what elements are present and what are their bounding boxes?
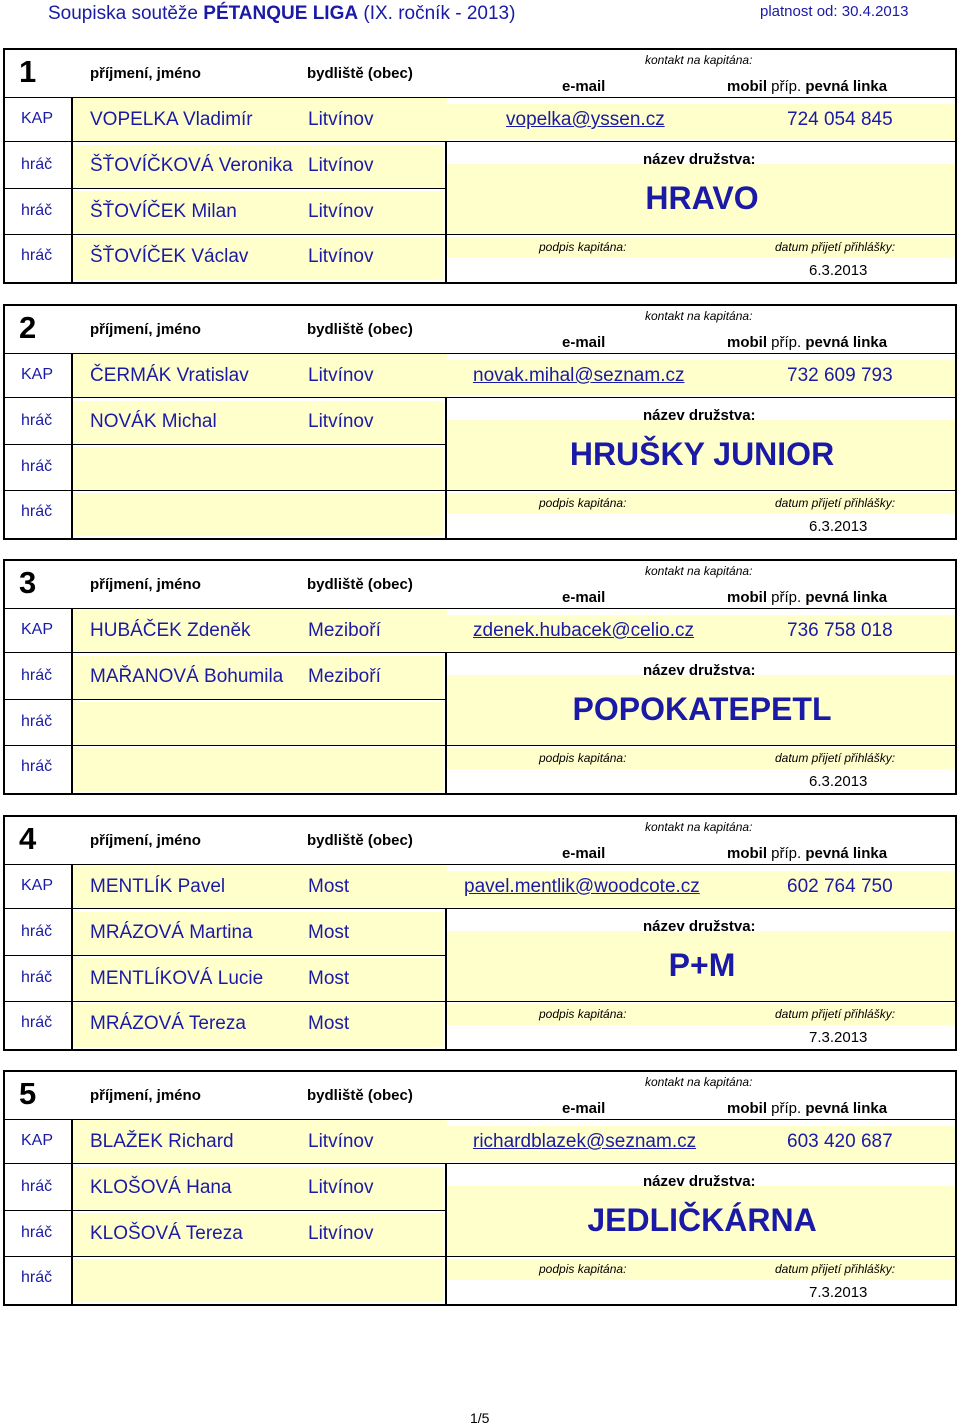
grid-line xyxy=(3,538,957,540)
player-role: hráč xyxy=(21,156,53,173)
player-town: Litvínov xyxy=(308,201,374,222)
team-block xyxy=(3,48,957,284)
player-town: Litvínov xyxy=(308,246,374,267)
mobile-label: mobil příp. pevná linka xyxy=(727,334,888,351)
player-name: KLOŠOVÁ Tereza xyxy=(90,1223,243,1244)
grid-line xyxy=(445,141,447,284)
name-column-label: příjmení, jméno xyxy=(90,321,201,338)
grid-line xyxy=(955,48,957,284)
name-column-label: příjmení, jméno xyxy=(90,832,201,849)
mobile-label: mobil příp. pevná linka xyxy=(727,1100,888,1117)
contact-label: kontakt na kapitána: xyxy=(645,564,753,578)
captain-town: Meziboří xyxy=(308,620,381,641)
team-name-label: název družstva: xyxy=(643,918,756,935)
team-block xyxy=(3,815,957,1051)
grid-line xyxy=(3,908,957,909)
received-label: datum přijetí přihlášky: xyxy=(775,240,896,254)
captain-name: MENTLÍK Pavel xyxy=(90,876,226,897)
email-label: e-mail xyxy=(562,78,606,95)
player-role: hráč xyxy=(21,1014,53,1031)
signature-label: podpis kapitána: xyxy=(539,751,627,765)
grid-line xyxy=(71,353,73,540)
player-town: Litvínov xyxy=(308,1177,374,1198)
team-name-label: název družstva: xyxy=(643,662,756,679)
player-town: Meziboří xyxy=(308,666,381,687)
player-role: hráč xyxy=(21,247,53,264)
team-number: 3 xyxy=(19,565,37,600)
received-date: 6.3.2013 xyxy=(809,262,868,279)
player-role: hráč xyxy=(21,758,53,775)
player-town: Most xyxy=(308,968,350,989)
grid-line xyxy=(3,559,957,561)
grid-line xyxy=(3,955,447,956)
name-column-label: příjmení, jméno xyxy=(90,1087,201,1104)
grid-line xyxy=(3,864,957,865)
grid-line xyxy=(3,353,957,354)
team-name: HRAVO xyxy=(645,180,759,216)
town-column-label: bydliště (obec) xyxy=(307,1087,413,1104)
player-role: hráč xyxy=(21,1269,53,1286)
player-name: MRÁZOVÁ Tereza xyxy=(90,1013,246,1034)
team-block xyxy=(3,559,957,795)
captain-role: KAP xyxy=(21,621,54,638)
grid-line xyxy=(3,1256,447,1257)
grid-line xyxy=(3,48,957,50)
contact-label: kontakt na kapitána: xyxy=(645,53,753,67)
email-label: e-mail xyxy=(562,589,606,606)
captain-phone: 724 054 845 xyxy=(787,109,893,130)
signature-label: podpis kapitána: xyxy=(539,1262,627,1276)
team-number: 4 xyxy=(19,821,37,856)
team-name: HRUŠKY JUNIOR xyxy=(569,436,835,472)
team-number: 2 xyxy=(19,310,37,345)
player-town: Litvínov xyxy=(308,1223,374,1244)
contact-label: kontakt na kapitána: xyxy=(645,820,753,834)
team-name-label: název družstva: xyxy=(643,151,756,168)
team-number: 5 xyxy=(19,1076,37,1111)
grid-line xyxy=(3,444,447,445)
contact-label: kontakt na kapitána: xyxy=(645,1075,753,1089)
grid-line xyxy=(955,815,957,1051)
captain-name: HUBÁČEK Zdeněk xyxy=(90,620,251,641)
grid-line xyxy=(955,304,957,540)
grid-line xyxy=(3,304,957,306)
grid-line xyxy=(445,652,447,795)
grid-line xyxy=(3,141,957,142)
captain-name: BLAŽEK Richard xyxy=(90,1131,234,1152)
grid-line xyxy=(445,397,447,540)
grid-line xyxy=(955,1070,957,1306)
town-column-label: bydliště (obec) xyxy=(307,832,413,849)
grid-line xyxy=(955,559,957,795)
fill-cell xyxy=(73,702,443,745)
mobile-label: mobil příp. pevná linka xyxy=(727,845,888,862)
grid-line xyxy=(3,282,957,284)
received-date: 6.3.2013 xyxy=(809,518,868,535)
page-title xyxy=(48,3,515,25)
mobile-label: mobil příp. pevná linka xyxy=(727,78,888,95)
grid-line xyxy=(3,234,447,235)
team-name-label: název družstva: xyxy=(643,407,756,424)
grid-line xyxy=(71,1119,73,1306)
captain-name: VOPELKA Vladimír xyxy=(90,109,253,130)
player-role: hráč xyxy=(21,503,53,520)
grid-line xyxy=(3,1070,957,1072)
received-label: datum přijetí přihlášky: xyxy=(775,751,896,765)
fill-cell xyxy=(73,1259,443,1302)
player-role: hráč xyxy=(21,1224,53,1241)
validity-date: platnost od: 30.4.2013 xyxy=(760,3,909,20)
captain-phone: 736 758 018 xyxy=(787,620,893,641)
contact-label: kontakt na kapitána: xyxy=(645,309,753,323)
player-role: hráč xyxy=(21,713,53,730)
captain-email[interactable]: novak.mihal@seznam.cz xyxy=(473,365,685,386)
player-name: ŠŤOVÍČEK Václav xyxy=(90,246,249,267)
grid-line xyxy=(3,1049,957,1051)
grid-line xyxy=(3,1070,5,1306)
received-date: 6.3.2013 xyxy=(809,773,868,790)
player-town: Litvínov xyxy=(308,411,374,432)
town-column-label: bydliště (obec) xyxy=(307,65,413,82)
grid-line xyxy=(3,793,957,795)
player-name: KLOŠOVÁ Hana xyxy=(90,1177,232,1198)
player-town: Litvínov xyxy=(308,155,374,176)
captain-email[interactable]: richardblazek@seznam.cz xyxy=(473,1131,697,1152)
received-label: datum přijetí přihlášky: xyxy=(775,1262,896,1276)
captain-phone: 602 764 750 xyxy=(787,876,893,897)
grid-line xyxy=(3,1001,447,1002)
team-name: JEDLIČKÁRNA xyxy=(587,1202,817,1238)
received-date: 7.3.2013 xyxy=(809,1284,868,1301)
fill-cell xyxy=(73,748,443,791)
signature-label: podpis kapitána: xyxy=(539,496,627,510)
email-label: e-mail xyxy=(562,334,606,351)
name-column-label: příjmení, jméno xyxy=(90,65,201,82)
captain-email[interactable]: zdenek.hubacek@celio.cz xyxy=(473,620,695,641)
grid-line xyxy=(3,1119,957,1120)
title-suffix: (IX. ročník - 2013) xyxy=(358,3,516,24)
player-role: hráč xyxy=(21,1178,53,1195)
grid-line xyxy=(3,1163,957,1164)
grid-line xyxy=(3,1210,447,1211)
player-name: NOVÁK Michal xyxy=(90,411,217,432)
captain-role: KAP xyxy=(21,110,54,127)
player-name: ŠŤOVÍČEK Milan xyxy=(90,201,237,222)
fill-cell xyxy=(73,493,443,536)
grid-line xyxy=(447,745,957,746)
player-name: MENTLÍKOVÁ Lucie xyxy=(90,968,264,989)
grid-line xyxy=(445,1163,447,1306)
email-label: e-mail xyxy=(562,1100,606,1117)
grid-line xyxy=(3,304,5,540)
grid-line xyxy=(3,397,957,398)
captain-email[interactable]: vopelka@yssen.cz xyxy=(506,109,665,130)
team-name: P+M xyxy=(668,947,736,983)
player-role: hráč xyxy=(21,458,53,475)
grid-line xyxy=(3,652,957,653)
grid-line xyxy=(71,608,73,795)
team-block xyxy=(3,304,957,540)
page-number: 1/5 xyxy=(470,1410,490,1426)
email-label: e-mail xyxy=(562,845,606,862)
player-role: hráč xyxy=(21,412,53,429)
grid-line xyxy=(445,908,447,1051)
captain-email[interactable]: pavel.mentlik@woodcote.cz xyxy=(464,876,700,897)
grid-line xyxy=(447,234,957,235)
captain-name: ČERMÁK Vratislav xyxy=(90,365,249,386)
grid-line xyxy=(447,1001,957,1002)
signature-label: podpis kapitána: xyxy=(539,240,627,254)
grid-line xyxy=(71,864,73,1051)
signature-label: podpis kapitána: xyxy=(539,1007,627,1021)
grid-line xyxy=(3,559,5,795)
player-role: hráč xyxy=(21,923,53,940)
grid-line xyxy=(3,188,447,189)
player-role: hráč xyxy=(21,969,53,986)
received-label: datum přijetí přihlášky: xyxy=(775,1007,896,1021)
town-column-label: bydliště (obec) xyxy=(307,321,413,338)
grid-line xyxy=(3,815,5,1051)
team-block xyxy=(3,1070,957,1306)
town-column-label: bydliště (obec) xyxy=(307,576,413,593)
captain-town: Most xyxy=(308,876,350,897)
captain-town: Litvínov xyxy=(308,109,374,130)
captain-town: Litvínov xyxy=(308,1131,374,1152)
team-name: POPOKATEPETL xyxy=(572,691,832,727)
grid-line xyxy=(3,490,447,491)
grid-line xyxy=(447,490,957,491)
team-number: 1 xyxy=(19,54,37,89)
captain-role: KAP xyxy=(21,877,54,894)
title-prefix: Soupiska soutěže xyxy=(48,3,204,24)
grid-line xyxy=(3,97,957,98)
grid-line xyxy=(71,97,73,284)
captain-phone: 732 609 793 xyxy=(787,365,893,386)
captain-town: Litvínov xyxy=(308,365,374,386)
grid-line xyxy=(3,1304,957,1306)
grid-line xyxy=(3,815,957,817)
captain-role: KAP xyxy=(21,1132,54,1149)
player-role: hráč xyxy=(21,202,53,219)
player-name: ŠŤOVÍČKOVÁ Veronika xyxy=(90,155,293,176)
grid-line xyxy=(3,699,447,700)
fill-cell xyxy=(73,447,443,490)
grid-line xyxy=(3,745,447,746)
grid-line xyxy=(3,608,957,609)
player-name: MRÁZOVÁ Martina xyxy=(90,922,253,943)
player-role: hráč xyxy=(21,667,53,684)
player-town: Most xyxy=(308,1013,350,1034)
mobile-label: mobil příp. pevná linka xyxy=(727,589,888,606)
grid-line xyxy=(447,1256,957,1257)
captain-role: KAP xyxy=(21,366,54,383)
name-column-label: příjmení, jméno xyxy=(90,576,201,593)
grid-line xyxy=(3,48,5,284)
received-date: 7.3.2013 xyxy=(809,1029,868,1046)
team-name-label: název družstva: xyxy=(643,1173,756,1190)
captain-phone: 603 420 687 xyxy=(787,1131,893,1152)
received-label: datum přijetí přihlášky: xyxy=(775,496,896,510)
title-league: PÉTANQUE LIGA xyxy=(203,3,359,24)
player-town: Most xyxy=(308,922,350,943)
player-name: MAŘANOVÁ Bohumila xyxy=(90,666,284,687)
